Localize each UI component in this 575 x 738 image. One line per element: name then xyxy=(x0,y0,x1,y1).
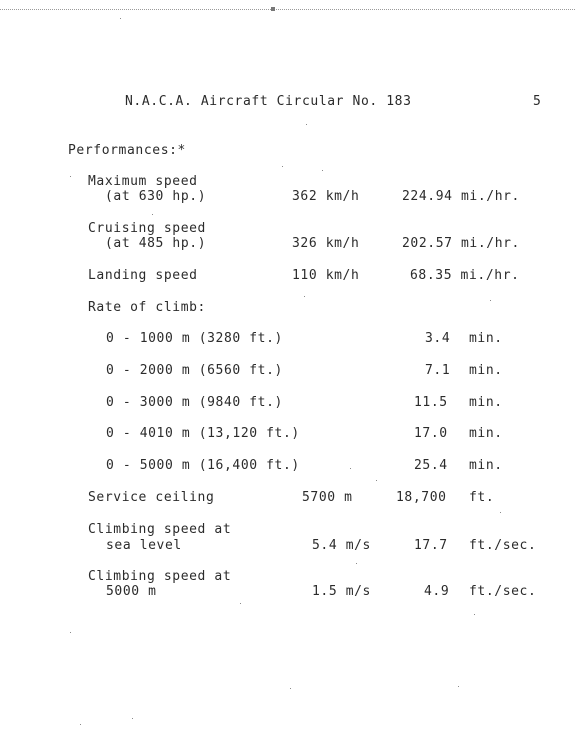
climb-5000-value: 4.9 xyxy=(424,584,450,599)
climb-unit-2: min. xyxy=(469,363,503,378)
climb-sea-level-unit: ft./sec. xyxy=(469,538,537,553)
climb-5000-unit: ft./sec. xyxy=(469,584,537,599)
climb-sea-level-value: 17.7 xyxy=(414,538,448,553)
cruising-speed-condition: (at 485 hp.) xyxy=(105,236,207,251)
section-heading: Performances:* xyxy=(68,143,186,158)
climb-range-2: 0 - 2000 m (6560 ft.) xyxy=(106,363,283,378)
scan-speck xyxy=(152,214,153,215)
climb-unit-1: min. xyxy=(469,331,503,346)
climb-5000-label: Climbing speed at xyxy=(88,569,232,584)
climb-time-4: 17.0 xyxy=(414,426,448,441)
climb-range-5: 0 - 5000 m (16,400 ft.) xyxy=(106,458,300,473)
scan-speck xyxy=(474,614,475,615)
landing-speed-label: Landing speed xyxy=(88,268,198,283)
max-speed-metric: 362 km/h xyxy=(292,189,360,204)
page-number: 5 xyxy=(533,94,542,109)
scan-speck xyxy=(282,166,283,167)
scan-speck xyxy=(290,688,291,689)
landing-speed-imperial: 68.35 mi./hr. xyxy=(410,268,520,283)
scan-speck xyxy=(240,603,241,604)
max-speed-label: Maximum speed xyxy=(88,174,198,189)
scan-speck xyxy=(458,686,459,687)
rate-of-climb-label: Rate of climb: xyxy=(88,300,206,315)
scan-speck xyxy=(70,632,71,633)
scan-speck xyxy=(500,512,501,513)
document-title: N.A.C.A. Aircraft Circular No. 183 xyxy=(125,94,412,109)
climb-5000-condition: 5000 m xyxy=(106,584,157,599)
climb-sea-level-metric: 5.4 m/s xyxy=(312,538,371,553)
scan-speck xyxy=(356,563,357,564)
climb-time-1: 3.4 xyxy=(425,331,451,346)
scan-speck xyxy=(322,170,323,171)
cruising-speed-metric: 326 km/h xyxy=(292,236,360,251)
climb-time-2: 7.1 xyxy=(425,363,451,378)
scan-speck xyxy=(70,176,71,177)
scan-speck xyxy=(304,296,305,297)
climb-range-1: 0 - 1000 m (3280 ft.) xyxy=(106,331,283,346)
scan-speck xyxy=(490,300,491,301)
climb-sea-level-condition: sea level xyxy=(106,538,182,553)
climb-range-4: 0 - 4010 m (13,120 ft.) xyxy=(106,426,300,441)
service-ceiling-label: Service ceiling xyxy=(88,490,215,505)
cruising-speed-imperial: 202.57 mi./hr. xyxy=(402,236,520,251)
climb-5000-metric: 1.5 m/s xyxy=(312,584,371,599)
climb-time-3: 11.5 xyxy=(414,395,448,410)
scan-speck xyxy=(350,468,351,469)
scan-speck xyxy=(120,18,121,19)
cruising-speed-label: Cruising speed xyxy=(88,221,206,236)
page-top-border xyxy=(0,9,575,10)
climb-unit-5: min. xyxy=(469,458,503,473)
climb-unit-4: min. xyxy=(469,426,503,441)
max-speed-imperial: 224.94 mi./hr. xyxy=(402,189,520,204)
climb-range-3: 0 - 3000 m (9840 ft.) xyxy=(106,395,283,410)
landing-speed-metric: 110 km/h xyxy=(292,268,360,283)
service-ceiling-metric: 5700 m xyxy=(302,490,353,505)
scan-speck xyxy=(132,718,133,719)
climb-sea-level-label: Climbing speed at xyxy=(88,522,232,537)
scan-speck xyxy=(306,124,307,125)
scan-speck xyxy=(376,480,377,481)
service-ceiling-value: 18,700 xyxy=(396,490,447,505)
climb-unit-3: min. xyxy=(469,395,503,410)
scan-speck xyxy=(80,724,81,725)
max-speed-condition: (at 630 hp.) xyxy=(105,189,207,204)
page-top-mark xyxy=(271,7,275,11)
climb-time-5: 25.4 xyxy=(414,458,448,473)
service-ceiling-unit: ft. xyxy=(469,490,495,505)
